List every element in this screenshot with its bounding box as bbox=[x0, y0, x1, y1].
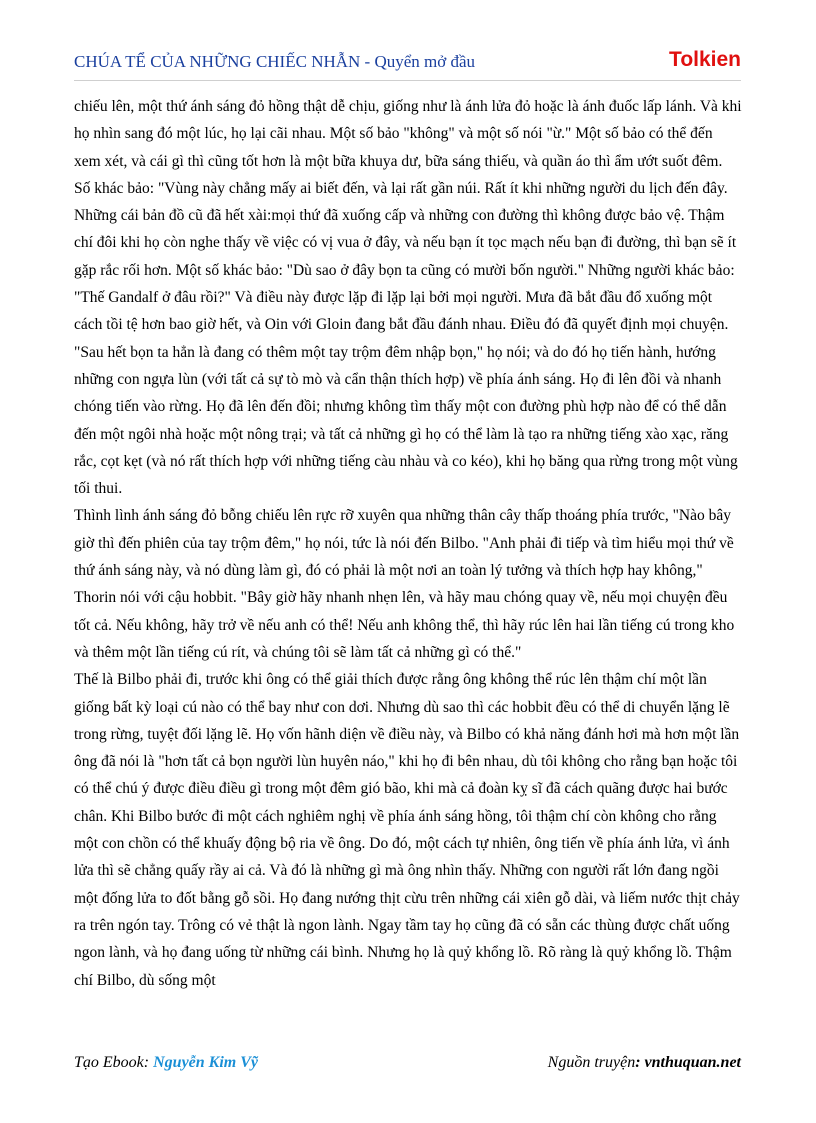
body-paragraph-1: chiếu lên, một thứ ánh sáng đỏ hồng thật dễ chịu, giống như là ánh lửa đỏ hoặc là ánh đuốc lấp lánh. Và khi họ nhìn sang đó một lúc, họ lại cãi nhau. Một số bảo "không" và một số nói "ừ." Một số bảo có thể đến xem xét, và cái gì thì cũng tốt hơn là một bữa khuya dư, bữa sáng thiếu, và quần áo thì ẩm ướt suốt đêm. Số khác bảo: "Vùng này chẳng mấy ai biết đến, và lại rất gần núi. Rất ít khi những người du lịch đến đây. Những cái bản đồ cũ đã hết xài:mọi thứ đã xuống cấp và những con đường thì không được bảo vệ. Thậm chí đôi khi họ còn nghe thấy về việc có vị vua ở đây, và nếu bạn ít tọc mạch nếu bạn đi đường, thì bạn sẽ ít gặp rắc rối hơn. Một số khác bảo: "Dù sao ở đây bọn ta cũng có mười bốn người." Những người khác bảo: "Thế Gandalf ở đâu rồi?" Và điều này được lặp đi lặp lại bởi mọi người. Mưa đã bắt đầu đổ xuống một cách tồi tệ hơn bao giờ hết, và Oin với Gloin đang bắt đầu đánh nhau. Điều đó đã quyết định mọi chuyện. "Sau hết bọn ta hẳn là đang có thêm một tay trộm đêm nhập bọn," họ nói; và do đó họ tiến hành, hướng những con ngựa lùn (với tất cả sự tò mò và cẩn thận thích hợp) về phía ánh sáng. Họ đi lên đồi và nhanh chóng tiến vào rừng. Họ đã lên đến đồi; nhưng không tìm thấy một con đường phù hợp nào để có thể dẫn đến một ngôi nhà hoặc một nông trại; và tất cả những gì họ có thể làm là tạo ra những tiếng xào xạc, răng rắc, cọt kẹt (và nó rất thích hợp với những tiếng càu nhàu và co kéo), khi họ băng qua rừng trong một vùng tối thui. bbox=[74, 98, 742, 498]
ebook-credit bbox=[74, 1054, 258, 1072]
header-divider bbox=[74, 80, 741, 81]
story-source bbox=[548, 1054, 741, 1072]
page-header bbox=[74, 48, 741, 78]
page-body bbox=[74, 93, 742, 994]
page-footer bbox=[74, 1054, 741, 1078]
credit-separator: : bbox=[143, 1054, 154, 1071]
book-title: CHÚA TỂ CỦA NHỮNG CHIẾC NHẪN - Quyển mở đầu bbox=[74, 52, 476, 71]
source-label: Nguồn truyện bbox=[547, 1054, 636, 1071]
source-name: vnthuquan.net bbox=[644, 1054, 741, 1071]
source-separator: : bbox=[635, 1054, 645, 1071]
author-name: Tolkien bbox=[669, 48, 741, 71]
body-paragraph-2: Thình lình ánh sáng đỏ bỗng chiếu lên rực rỡ xuyên qua những thân cây thấp thoáng phía trước, "Nào bây giờ thì đến phiên của tay trộm đêm," họ nói, tức là nói đến Bilbo. "Anh phải đi tiếp và tìm hiểu mọi thứ về thứ ánh sáng này, và nó dùng làm gì, đó có phải là một nơi an toàn lý tưởng và thích hợp hay không," Thorin nói với cậu hobbit. "Bây giờ hãy nhanh nhẹn lên, và hãy mau chóng quay về, nếu mọi chuyện đều tốt cả. Nếu không, hãy trở về nếu anh có thể! Nếu anh không thể, thì hãy rúc lên hai lần tiếng cú trong kho và thêm một lần tiếng cú rít, và chúng tôi sẽ làm tất cả những gì có thể." bbox=[74, 507, 735, 661]
credit-label: Tạo Ebook bbox=[74, 1054, 144, 1071]
body-paragraph-3: Thế là Bilbo phải đi, trước khi ông có thể giải thích được rằng ông không thể rúc lên thậm chí một lần giống bất kỳ loại cú nào có thể bay như con dơi. Nhưng dù sao thì các hobbit đều có thể di chuyển lặng lẽ trong rừng, tuyệt đối lặng lẽ. Họ vốn hãnh diện về điều này, và Bilbo có khả năng đánh hơi mà hơn một lần ông đã nói là "hơn tất cả bọn người lùn huyên náo," khi họ đi bên nhau, dù tôi không cho rằng bạn hoặc tôi có thể chú ý được điều điều gì trong một đêm gió bão, khi mà cả đoàn kỵ sĩ đã cách quãng được hai bước chân. Khi Bilbo bước đi một cách nghiêm nghị về phía ánh sáng hồng, tôi thậm chí còn không cho rằng một con chồn có thể khuấy động bộ ria về ông. Do đó, một cách tự nhiên, ông tiến về phía ánh lửa, vì ánh lửa thì sẽ chẳng quấy rầy ai cả. Và đó là những gì mà ông nhìn thấy. Những con người rất lớn đang ngồi một đống lửa to đốt bằng gỗ sồi. Họ đang nướng thịt cừu trên những cái xiên gỗ dài, và liếm nước thịt chảy ra trên ngón tay. Trông có vẻ thật là ngon lành. Ngay tầm tay họ cũng đã có sẵn các thùng được chất uống ngon lành, và họ đang uống từ những cái bình. Nhưng họ là quỷ khổng lồ. Rõ ràng là quỷ khổng lồ. Thậm chí Bilbo, dù sống một bbox=[74, 671, 740, 989]
credit-name: Nguyễn Kim Vỹ bbox=[153, 1054, 258, 1071]
